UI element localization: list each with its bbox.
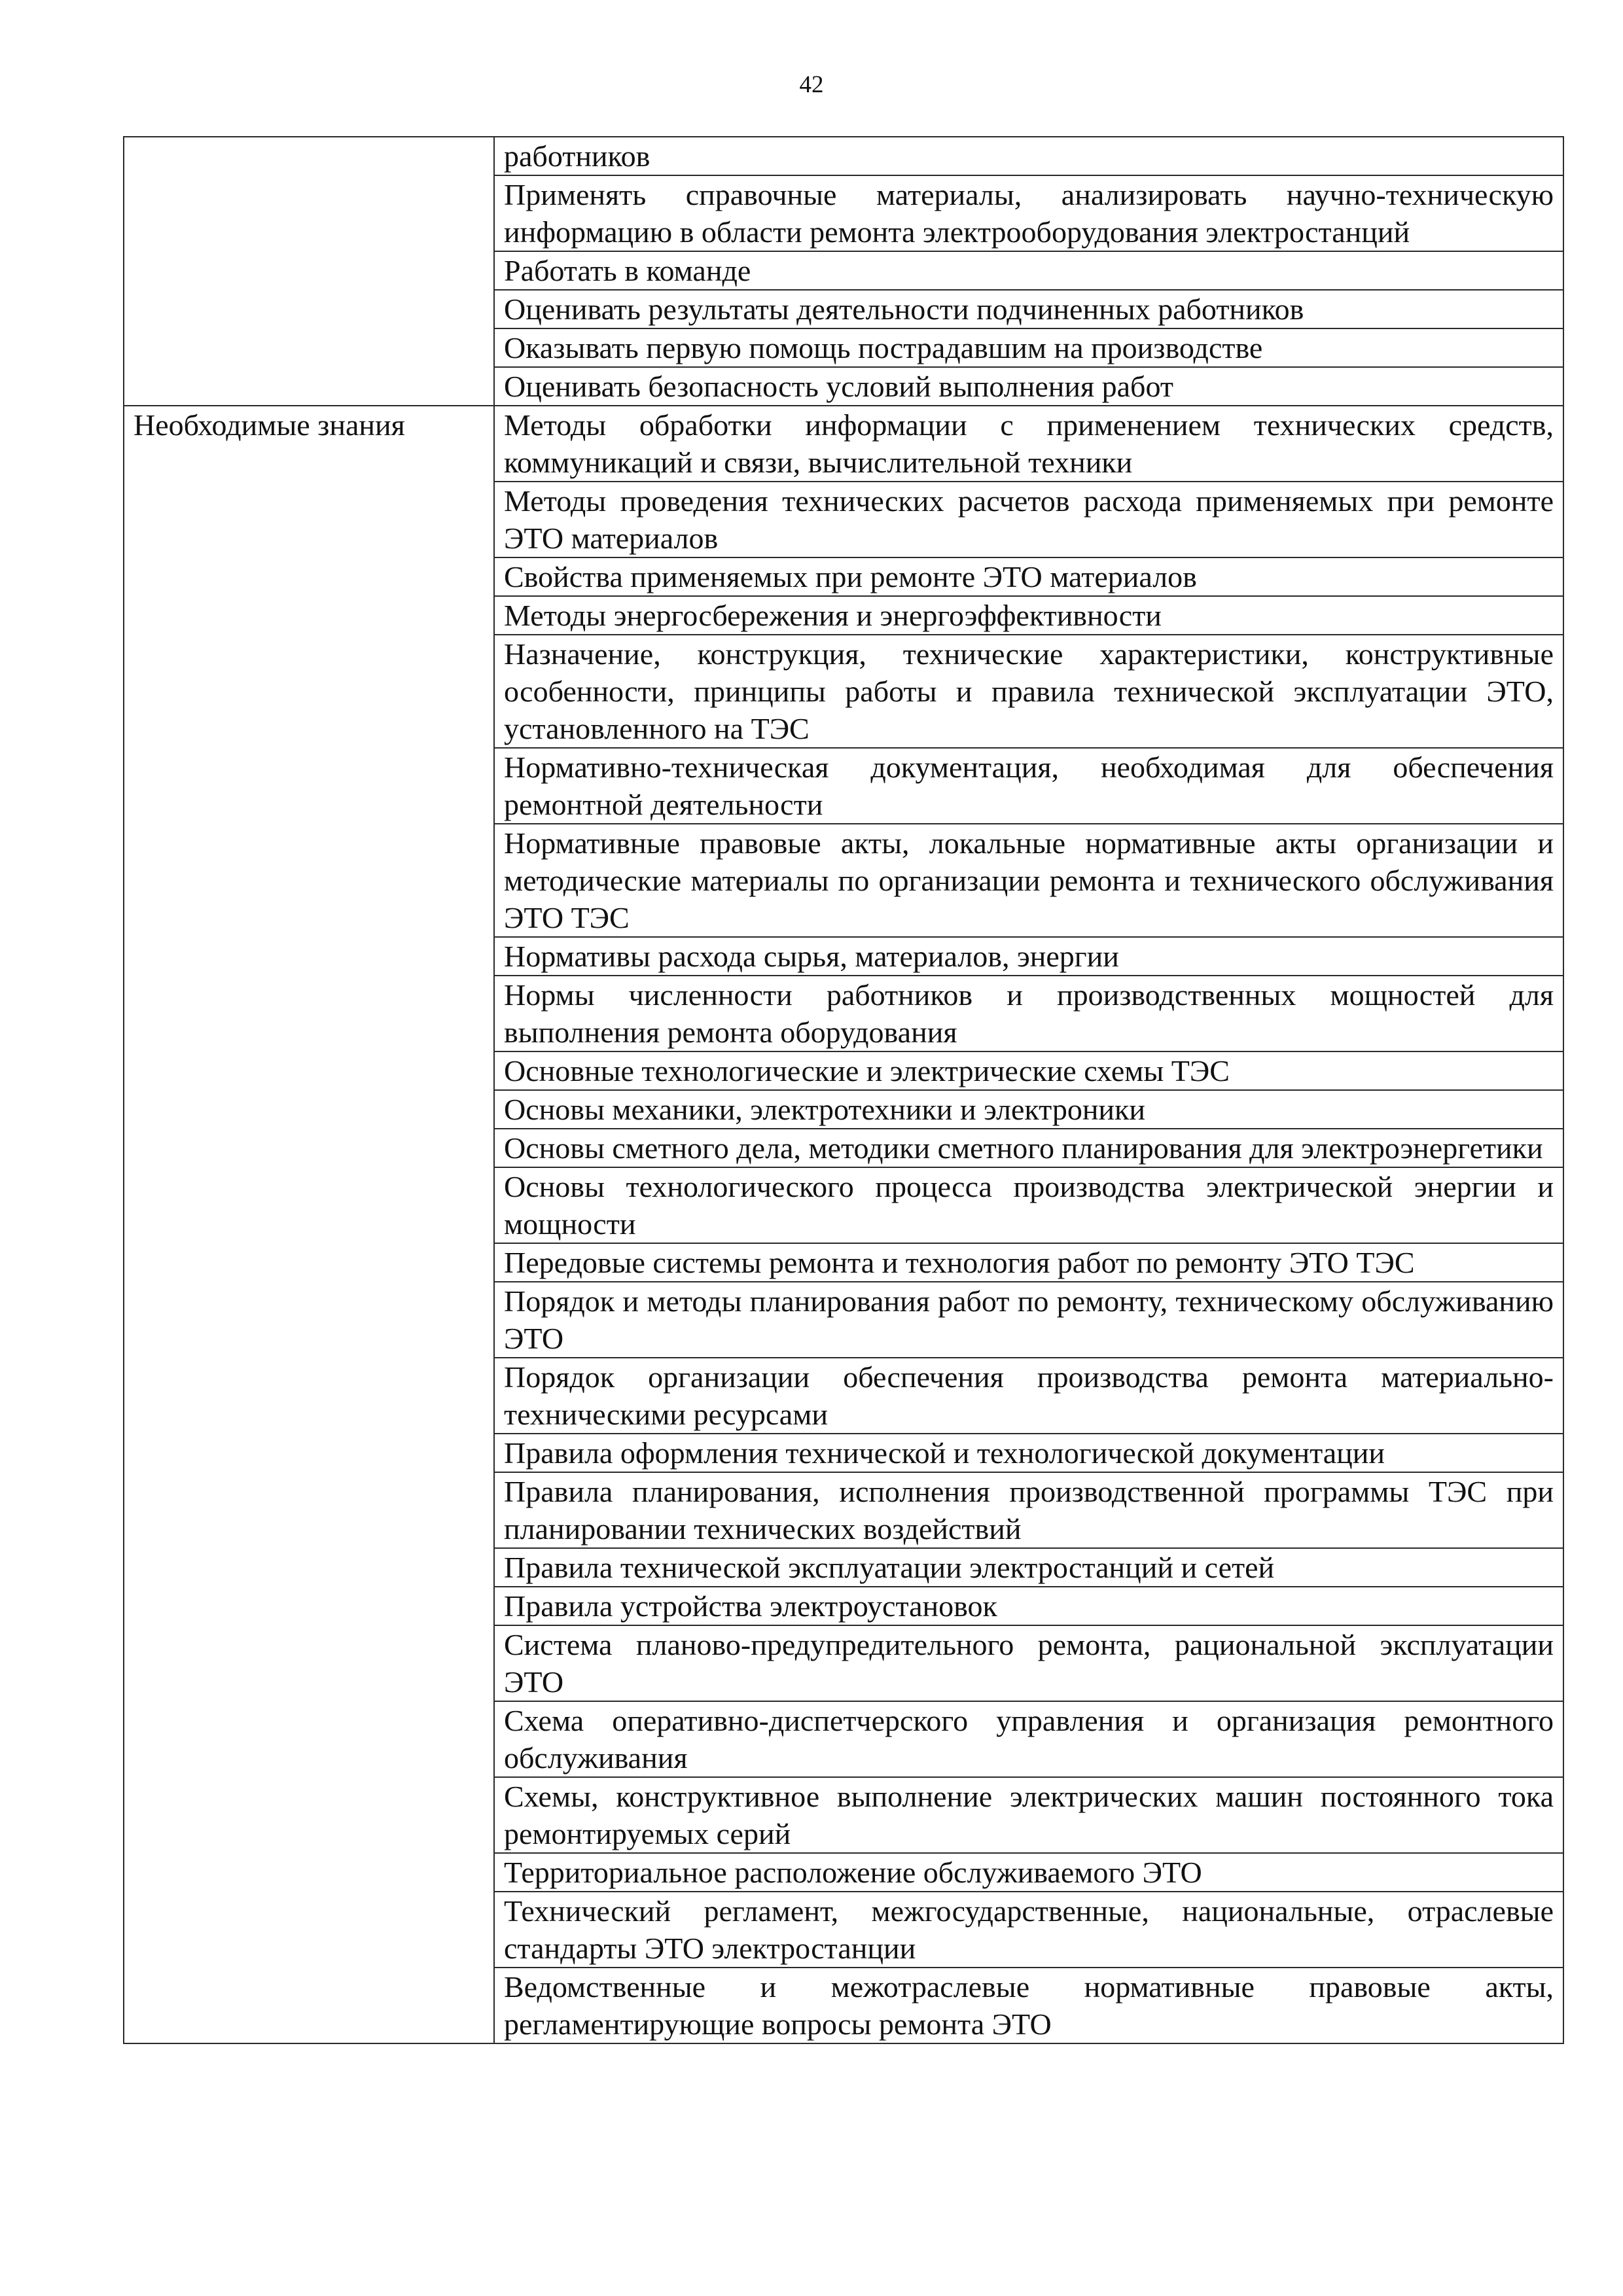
knowledge-item: Методы проведения технических расчетов расхода применяемых при ремонте ЭТО материалов: [494, 482, 1563, 557]
knowledge-item: Технический регламент, межгосударственные, национальные, отраслевые стандарты ЭТО электростанции: [494, 1892, 1563, 1968]
requirements-table: [123, 136, 1564, 2044]
knowledge-item: Порядок и методы планирования работ по ремонту, техническому обслуживанию ЭТО: [494, 1282, 1563, 1358]
skill-item: Оказывать первую помощь пострадавшим на производстве: [494, 328, 1563, 367]
skill-item: Оценивать результаты деятельности подчиненных работников: [494, 290, 1563, 328]
knowledge-item: Правила технической эксплуатации электростанций и сетей: [494, 1548, 1563, 1587]
knowledge-label-cell: [124, 406, 494, 2043]
table-row: [124, 137, 1563, 175]
knowledge-item: Методы обработки информации с применением технических средств, коммуникаций и связи, вычислительной техники: [494, 406, 1563, 482]
skills-label-cell: [124, 137, 494, 406]
skill-item: Оценивать безопасность условий выполнения работ: [494, 367, 1563, 406]
knowledge-item: Территориальное расположение обслуживаемого ЭТО: [494, 1853, 1563, 1892]
knowledge-item: Основы сметного дела, методики сметного планирования для электроэнергетики: [494, 1129, 1563, 1167]
knowledge-label: Необходимые знания: [134, 408, 405, 442]
table-row: [124, 406, 1563, 482]
skill-item: работников: [494, 137, 1563, 175]
knowledge-item: Система планово-предупредительного ремонта, рациональной эксплуатации ЭТО: [494, 1625, 1563, 1701]
knowledge-item: Основные технологические и электрические схемы ТЭС: [494, 1051, 1563, 1090]
knowledge-item: Нормативы расхода сырья, материалов, энергии: [494, 937, 1563, 976]
knowledge-item: Порядок организации обеспечения производства ремонта материально-техническими ресурсами: [494, 1358, 1563, 1434]
knowledge-item: Свойства применяемых при ремонте ЭТО материалов: [494, 557, 1563, 596]
knowledge-item: Правила устройства электроустановок: [494, 1587, 1563, 1625]
knowledge-item: Передовые системы ремонта и технология работ по ремонту ЭТО ТЭС: [494, 1243, 1563, 1282]
page-number: 42: [799, 71, 824, 98]
knowledge-item: Правила планирования, исполнения производственной программы ТЭС при планировании технических воздействий: [494, 1472, 1563, 1548]
knowledge-item: Правила оформления технической и технологической документации: [494, 1434, 1563, 1472]
skill-item: Работать в команде: [494, 251, 1563, 290]
knowledge-item: Нормы численности работников и производственных мощностей для выполнения ремонта оборудования: [494, 976, 1563, 1051]
knowledge-item: Нормативные правовые акты, локальные нормативные акты организации и методические материалы по организации ремонта и технического обслуживания ЭТО ТЭС: [494, 824, 1563, 937]
knowledge-item: Схема оперативно-диспетчерского управления и организация ремонтного обслуживания: [494, 1701, 1563, 1777]
knowledge-item: Основы механики, электротехники и электроники: [494, 1090, 1563, 1129]
knowledge-item: Основы технологического процесса производства электрической энергии и мощности: [494, 1167, 1563, 1243]
knowledge-item: Назначение, конструкция, технические характеристики, конструктивные особенности, принципы работы и правила технической эксплуатации ЭТО, установленного на ТЭС: [494, 635, 1563, 748]
knowledge-item: Нормативно-техническая документация, необходимая для обеспечения ремонтной деятельности: [494, 748, 1563, 824]
knowledge-item: Схемы, конструктивное выполнение электрических машин постоянного тока ремонтируемых серий: [494, 1777, 1563, 1853]
skill-item: Применять справочные материалы, анализировать научно-техническую информацию в области ремонта электрооборудования электростанций: [494, 175, 1563, 251]
knowledge-item: Методы энергосбережения и энергоэффективности: [494, 596, 1563, 635]
knowledge-item: Ведомственные и межотраслевые нормативные правовые акты, регламентирующие вопросы ремонта ЭТО: [494, 1968, 1563, 2043]
